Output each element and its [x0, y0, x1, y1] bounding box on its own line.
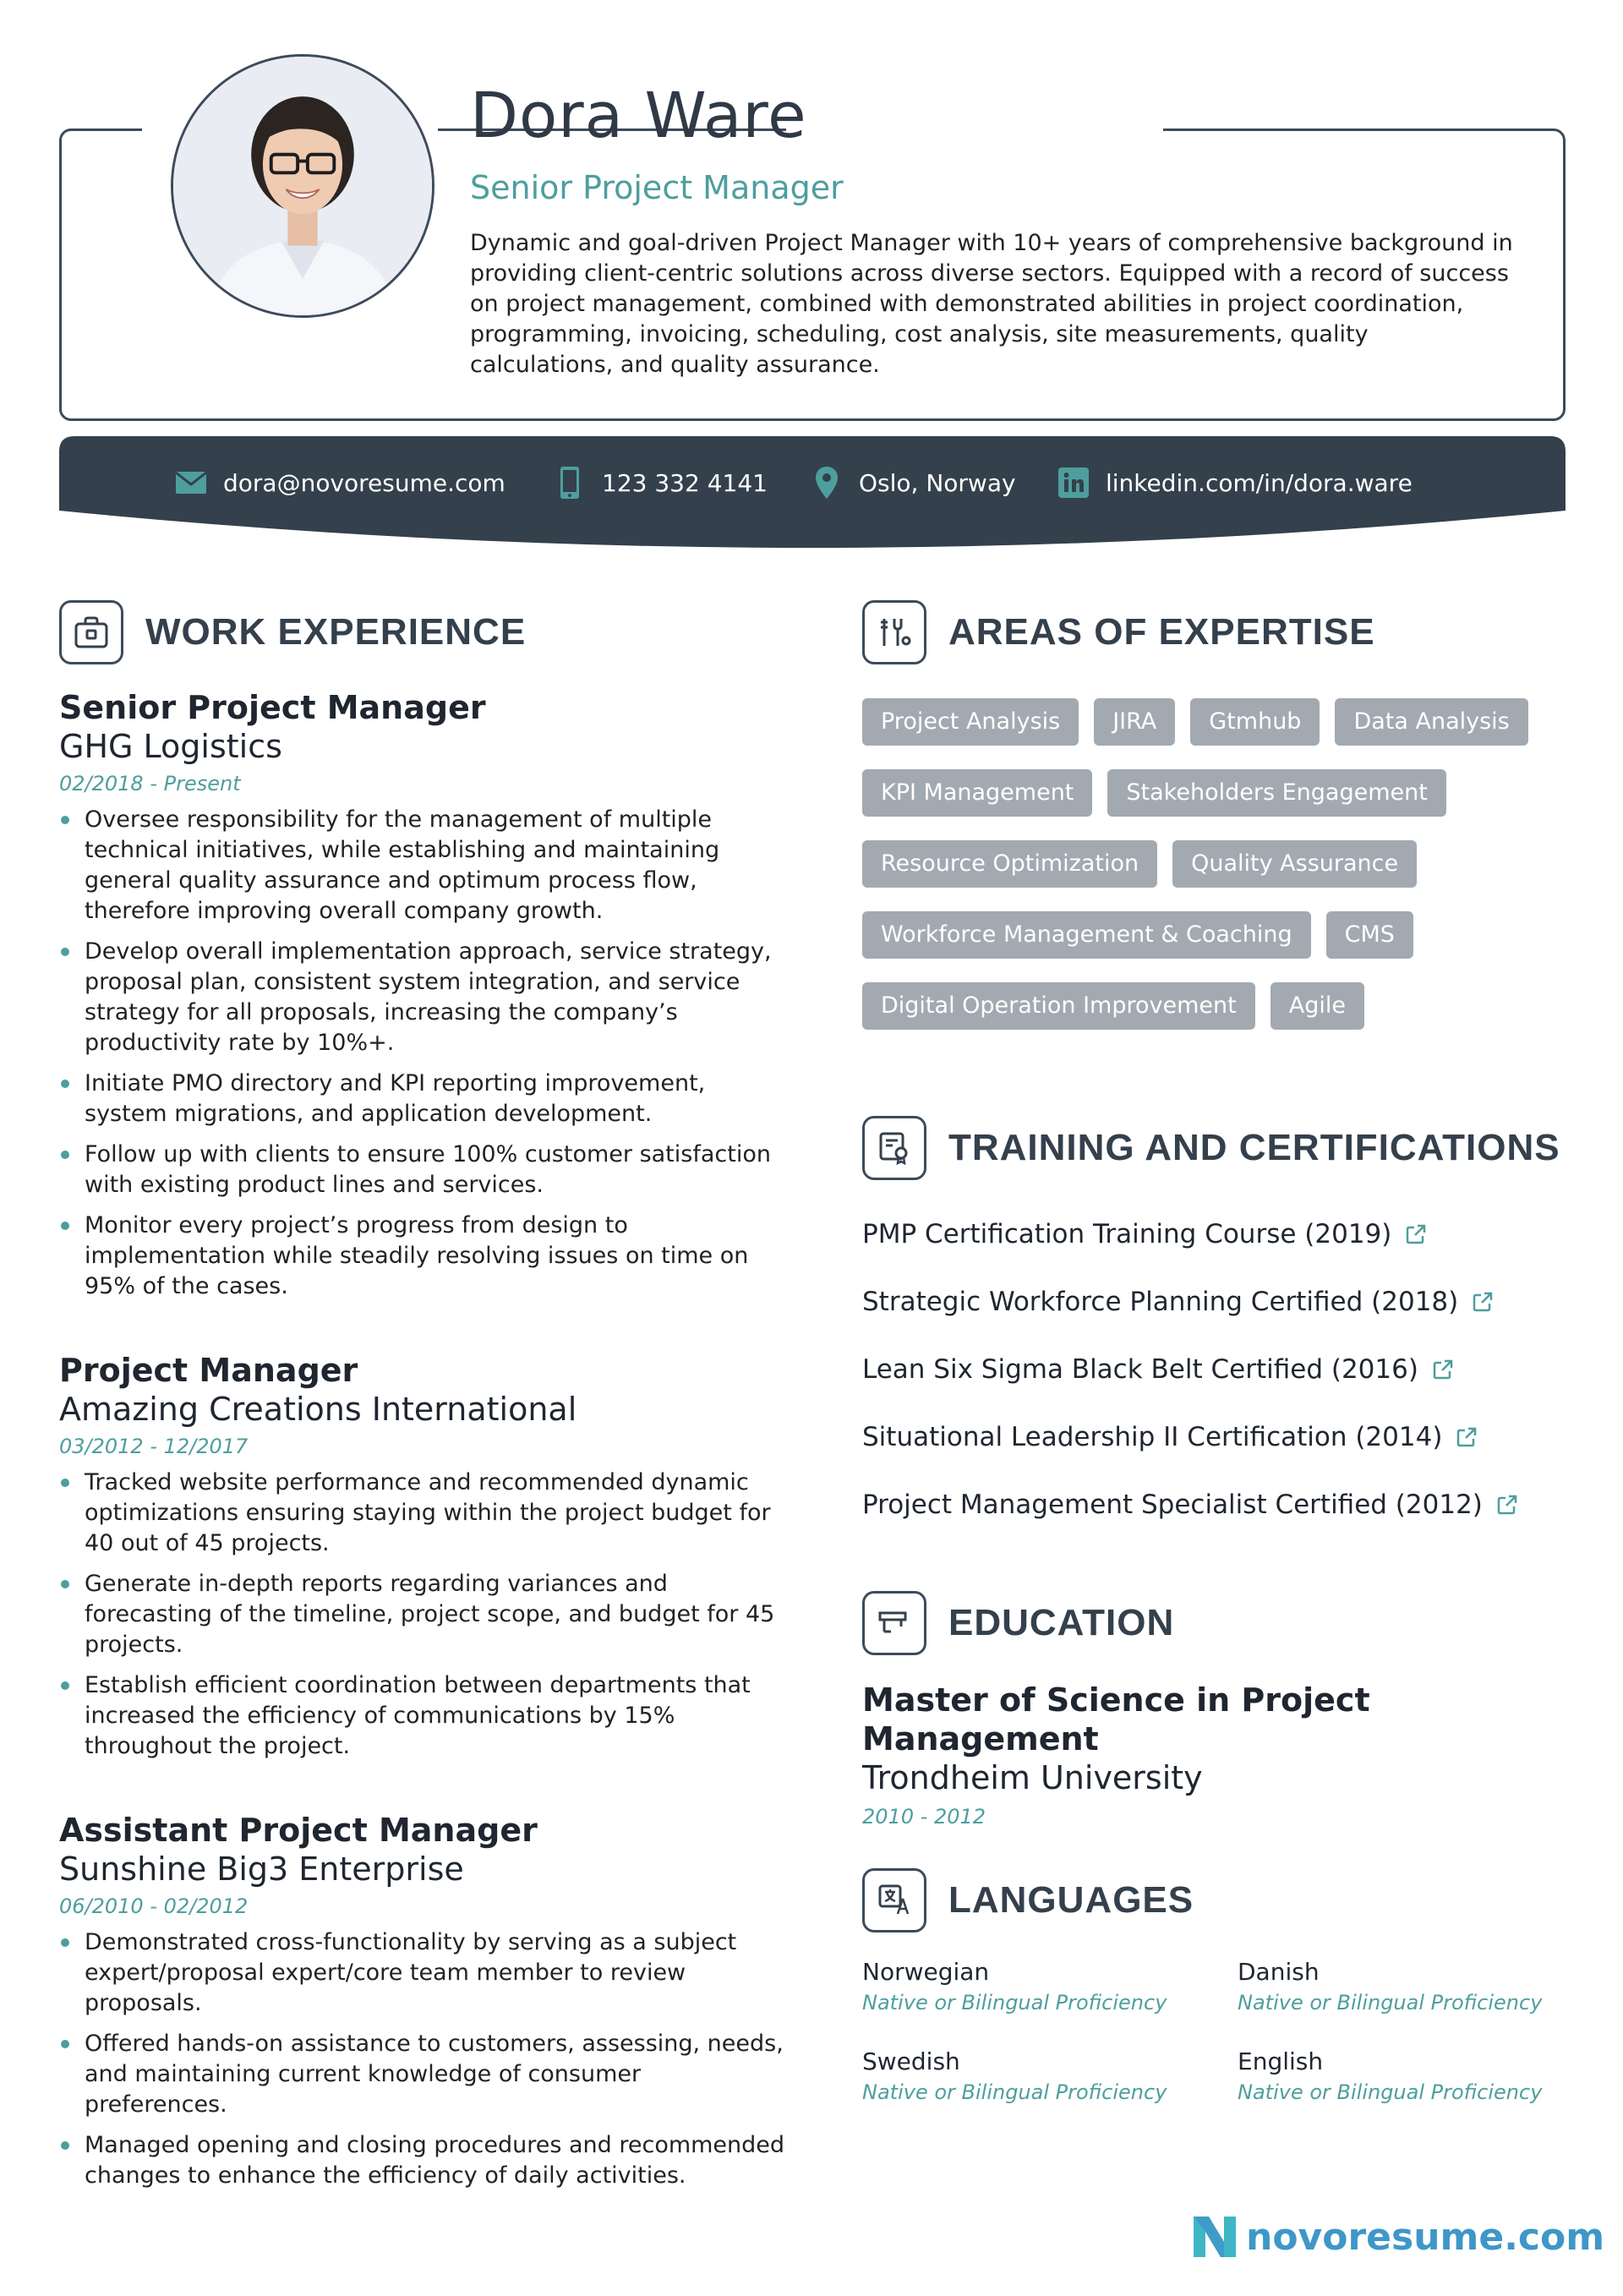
job-role: Assistant Project Manager [59, 1812, 538, 1849]
certification-name: Project Management Specialist Certified (2012) [862, 1490, 1483, 1520]
language-name: English [1238, 2047, 1324, 2075]
contact-phone-text: 123 332 4141 [602, 468, 768, 497]
phone-icon [553, 466, 587, 500]
job-entry [59, 1811, 786, 2201]
external-link-icon[interactable] [1496, 1494, 1518, 1516]
external-link-icon[interactable] [1432, 1358, 1454, 1380]
education-degree: Master of Science in Project Management [862, 1681, 1370, 1758]
job-bullet: Establish efficient coordination between departments that increased the efficiency of communications by 15% throughout the project. [59, 1670, 786, 1762]
job-company: Sunshine Big3 Enterprise [59, 1850, 464, 1888]
education-dates: 2010 - 2012 [862, 1805, 986, 1829]
job-bullets [59, 1468, 786, 1762]
certification-name: Strategic Workforce Planning Certified (2018) [862, 1287, 1459, 1317]
skill-row [862, 982, 1564, 1030]
external-link-icon[interactable] [1456, 1426, 1478, 1448]
skill-tag: Gtmhub [1190, 698, 1320, 746]
skill-row [862, 698, 1564, 746]
education-school: Trondheim University [862, 1759, 1203, 1796]
job-bullet: Develop overall implementation approach, service strategy, proposal plan, consistent system integration, and service strategy for all proposals, increasing the company’s productivity rate by 10%+. [59, 937, 786, 1058]
job-dates: 06/2010 - 02/2012 [59, 1894, 249, 1918]
skill-row [862, 911, 1564, 959]
candidate-name: Dora Ware [470, 79, 807, 152]
skill-row [862, 769, 1564, 817]
skill-tag: Stakeholders Engagement [1107, 769, 1445, 817]
job-company: GHG Logistics [59, 728, 282, 765]
novoresume-n-icon [1190, 2213, 1239, 2260]
contact-phone[interactable] [553, 462, 768, 504]
education-header [862, 1591, 1174, 1655]
certificate-icon [862, 1116, 926, 1180]
briefcase-icon [59, 600, 123, 664]
language-name: Norwegian [862, 1958, 990, 1986]
job-bullet: Demonstrated cross-functionality by serving as a subject expert/proposal expert/core team member to review proposals. [59, 1927, 786, 2019]
novoresume-logo[interactable] [1190, 2213, 1604, 2260]
job-bullet: Monitor every project’s progress from design to implementation while steadily resolving issues on time on 95% of the cases. [59, 1211, 786, 1302]
expertise-header [862, 600, 1375, 664]
brand-text: novoresume.com [1246, 2215, 1605, 2259]
linkedin-icon [1057, 466, 1090, 500]
external-link-icon[interactable] [1405, 1223, 1427, 1245]
skill-tag: JIRA [1094, 698, 1175, 746]
skills-list [862, 698, 1564, 1053]
skill-tag: KPI Management [862, 769, 1092, 817]
languages-title: LANGUAGES [948, 1879, 1194, 1921]
education-entry [862, 1681, 1589, 1833]
contact-location-text: Oslo, Norway [859, 468, 1016, 497]
skill-tag: Project Analysis [862, 698, 1079, 746]
contact-bar [59, 436, 1566, 555]
certification-name: PMP Certification Training Course (2019) [862, 1219, 1392, 1249]
job-company: Amazing Creations International [59, 1391, 577, 1428]
job-bullets [59, 1927, 786, 2191]
job-dates: 02/2018 - Present [59, 772, 241, 795]
language-name: Swedish [862, 2047, 960, 2075]
certification-item[interactable] [862, 1403, 1589, 1471]
language-level: Native or Bilingual Proficiency [1238, 1991, 1543, 2014]
job-bullet: Managed opening and closing procedures and recommended changes to enhance the efficiency of daily activities. [59, 2130, 786, 2191]
language-level: Native or Bilingual Proficiency [862, 2080, 1167, 2104]
skill-tag: Resource Optimization [862, 840, 1157, 888]
envelope-icon [174, 466, 208, 500]
training-title: TRAINING AND CERTIFICATIONS [948, 1127, 1560, 1168]
job-bullet: Offered hands-on assistance to customers, assessing, needs, and maintaining current knowledge of consumer preferences. [59, 2029, 786, 2120]
profile-photo [173, 57, 432, 315]
work-experience-header [59, 600, 526, 664]
skill-row [862, 840, 1564, 888]
skill-tag: CMS [1326, 911, 1413, 959]
language-item [1238, 2046, 1593, 2107]
language-name: Danish [1238, 1958, 1320, 1986]
contact-email-text: dora@novoresume.com [223, 468, 505, 497]
skill-tag: Agile [1271, 982, 1364, 1030]
job-role: Senior Project Manager [59, 689, 486, 726]
certification-name: Situational Leadership II Certification (2014) [862, 1422, 1443, 1452]
avatar [171, 54, 434, 318]
skill-tag: Quality Assurance [1172, 840, 1417, 888]
contact-linkedin-text: linkedin.com/in/dora.ware [1106, 468, 1413, 497]
certification-item[interactable] [862, 1471, 1589, 1539]
contact-email[interactable] [174, 462, 505, 504]
skill-tag: Workforce Management & Coaching [862, 911, 1311, 959]
job-bullet: Generate in-depth reports regarding variances and forecasting of the timeline, project scope, and budget for 45 projects. [59, 1569, 786, 1660]
job-bullet: Initiate PMO directory and KPI reporting improvement, system migrations, and application development. [59, 1069, 786, 1129]
languages-header [862, 1868, 1194, 1932]
certification-item[interactable] [862, 1200, 1589, 1268]
external-link-icon[interactable] [1472, 1291, 1494, 1313]
candidate-title: Senior Project Manager [470, 169, 844, 206]
training-header [862, 1116, 1560, 1180]
job-entry [59, 1351, 786, 1772]
job-bullets [59, 805, 786, 1302]
tools-icon [862, 600, 926, 664]
contact-location[interactable] [810, 462, 1016, 504]
certification-list [862, 1200, 1589, 1539]
skill-tag: Data Analysis [1335, 698, 1527, 746]
job-role: Project Manager [59, 1352, 358, 1389]
language-item [1238, 1956, 1593, 2017]
language-item [862, 1956, 1217, 2017]
contact-linkedin[interactable] [1057, 462, 1413, 504]
language-level: Native or Bilingual Proficiency [862, 1991, 1167, 2014]
education-title: EDUCATION [948, 1602, 1175, 1643]
skill-tag: Digital Operation Improvement [862, 982, 1255, 1030]
translate-icon [862, 1868, 926, 1932]
job-bullet: Tracked website performance and recommended dynamic optimizations ensuring staying within the project budget for 40 out of 45 projects. [59, 1468, 786, 1559]
certification-item[interactable] [862, 1336, 1589, 1403]
profile-summary: Dynamic and goal-driven Project Manager with 10+ years of comprehensive background in providing client-centric solutions across diverse sectors. Equipped with a record of success on project management, combined with demonstrated abilities in project coordination, programming, invoicing, scheduling, cost analysis, site measurements, quality calculations, and quality assurance. [470, 230, 1513, 378]
job-bullet: Oversee responsibility for the management of multiple technical initiatives, while establishing and maintaining general quality assurance and optimum process flow, therefore improving overall company growth. [59, 805, 786, 927]
certification-name: Lean Six Sigma Black Belt Certified (2016) [862, 1354, 1418, 1385]
certification-item[interactable] [862, 1268, 1589, 1336]
language-level: Native or Bilingual Proficiency [1238, 2080, 1543, 2104]
location-pin-icon [810, 466, 844, 500]
job-dates: 03/2012 - 12/2017 [59, 1435, 249, 1458]
graduation-cap-icon [862, 1591, 926, 1655]
job-bullet: Follow up with clients to ensure 100% customer satisfaction with existing product lines and services. [59, 1140, 786, 1200]
job-entry [59, 688, 786, 1312]
expertise-title: AREAS OF EXPERTISE [948, 611, 1375, 653]
language-item [862, 2046, 1217, 2107]
header-frame-gap [786, 123, 1163, 135]
work-experience-title: WORK EXPERIENCE [145, 611, 527, 653]
